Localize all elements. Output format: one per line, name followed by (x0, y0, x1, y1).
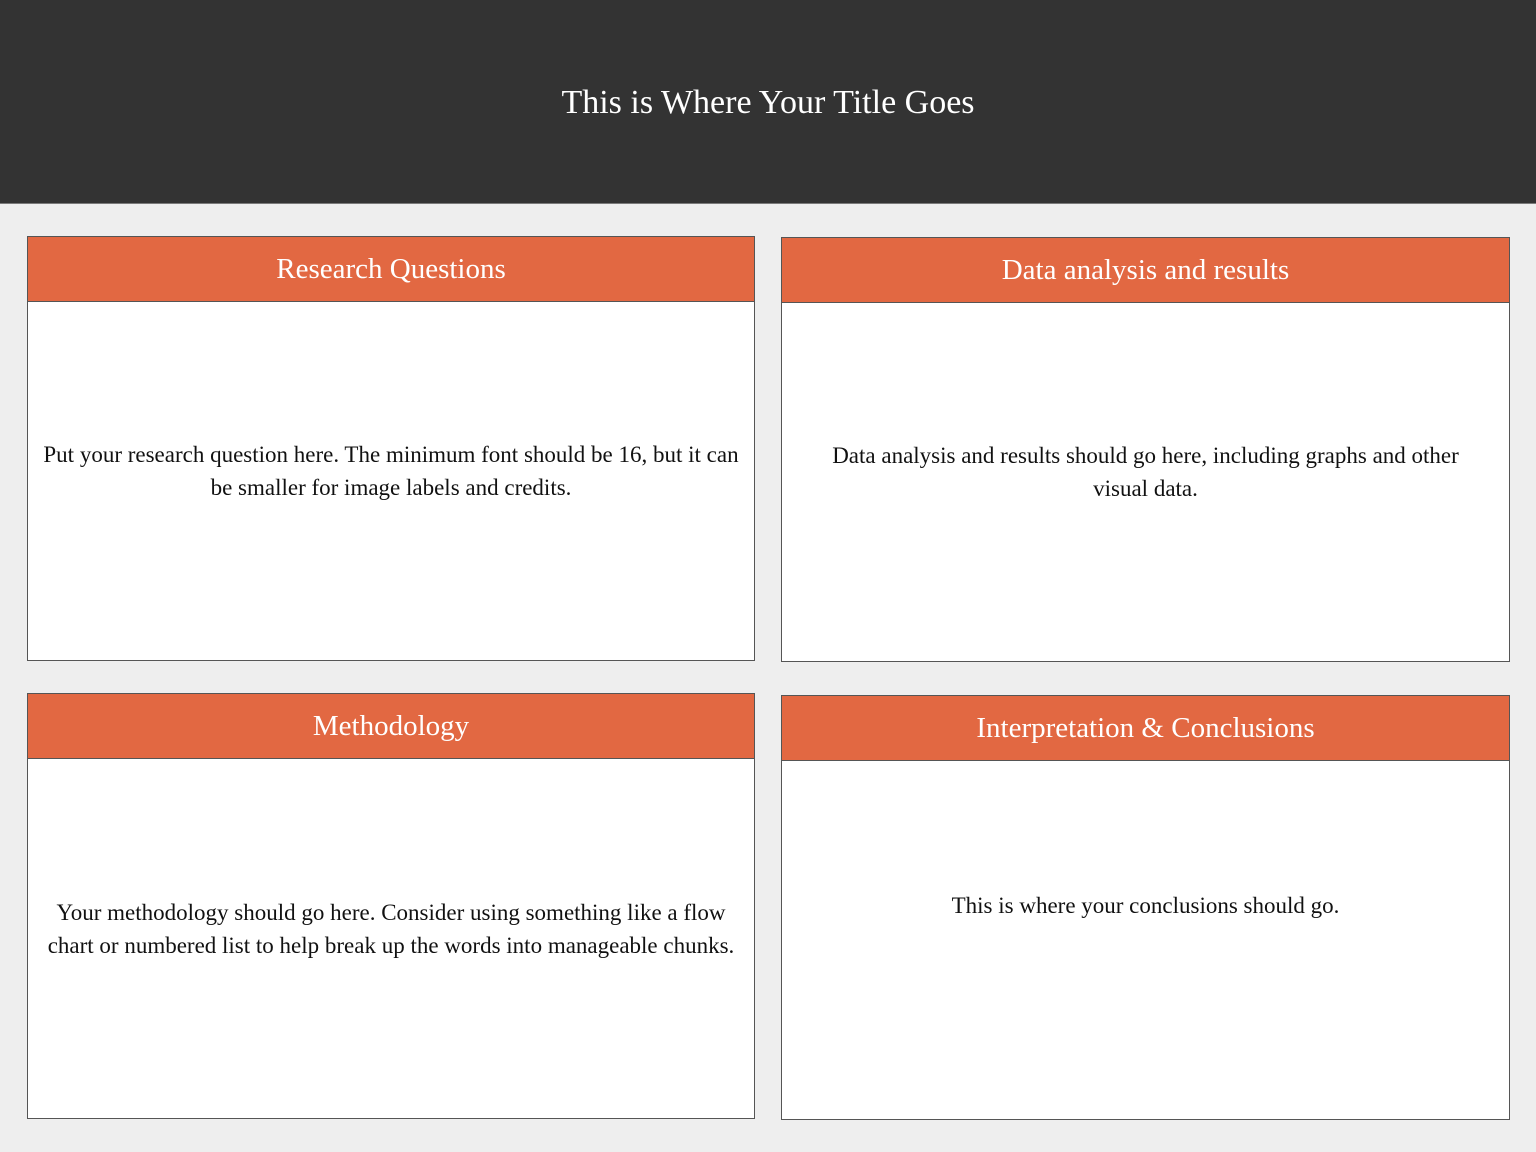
panel-heading[interactable]: Interpretation & Conclusions (782, 696, 1509, 761)
panel-body-text[interactable]: Your methodology should go here. Consider using something like a flow chart or numbered list to help break up the words into manageable chunks. (47, 899, 735, 958)
panel-body (28, 302, 754, 660)
panel-data-analysis (781, 237, 1510, 662)
panel-body (782, 303, 1509, 661)
title-bar (0, 0, 1536, 204)
panel-body-text[interactable]: Data analysis and results should go here, including graphs and other visual data. (832, 443, 1459, 501)
panel-body-text[interactable]: This is where your conclusions should go. (951, 892, 1340, 918)
panel-methodology (27, 693, 755, 1119)
panel-heading[interactable]: Methodology (28, 694, 754, 759)
panel-body (782, 761, 1509, 1119)
panel-conclusions (781, 695, 1510, 1120)
panel-heading[interactable]: Research Questions (28, 237, 754, 302)
poster-title[interactable]: This is Where Your Title Goes (561, 83, 975, 121)
panel-body (28, 759, 754, 1118)
panel-heading[interactable]: Data analysis and results (782, 238, 1509, 303)
panel-body-text[interactable]: Put your research question here. The minimum font should be 16, but it can be smaller for image labels and credits. (43, 442, 739, 500)
panel-research-questions (27, 236, 755, 661)
